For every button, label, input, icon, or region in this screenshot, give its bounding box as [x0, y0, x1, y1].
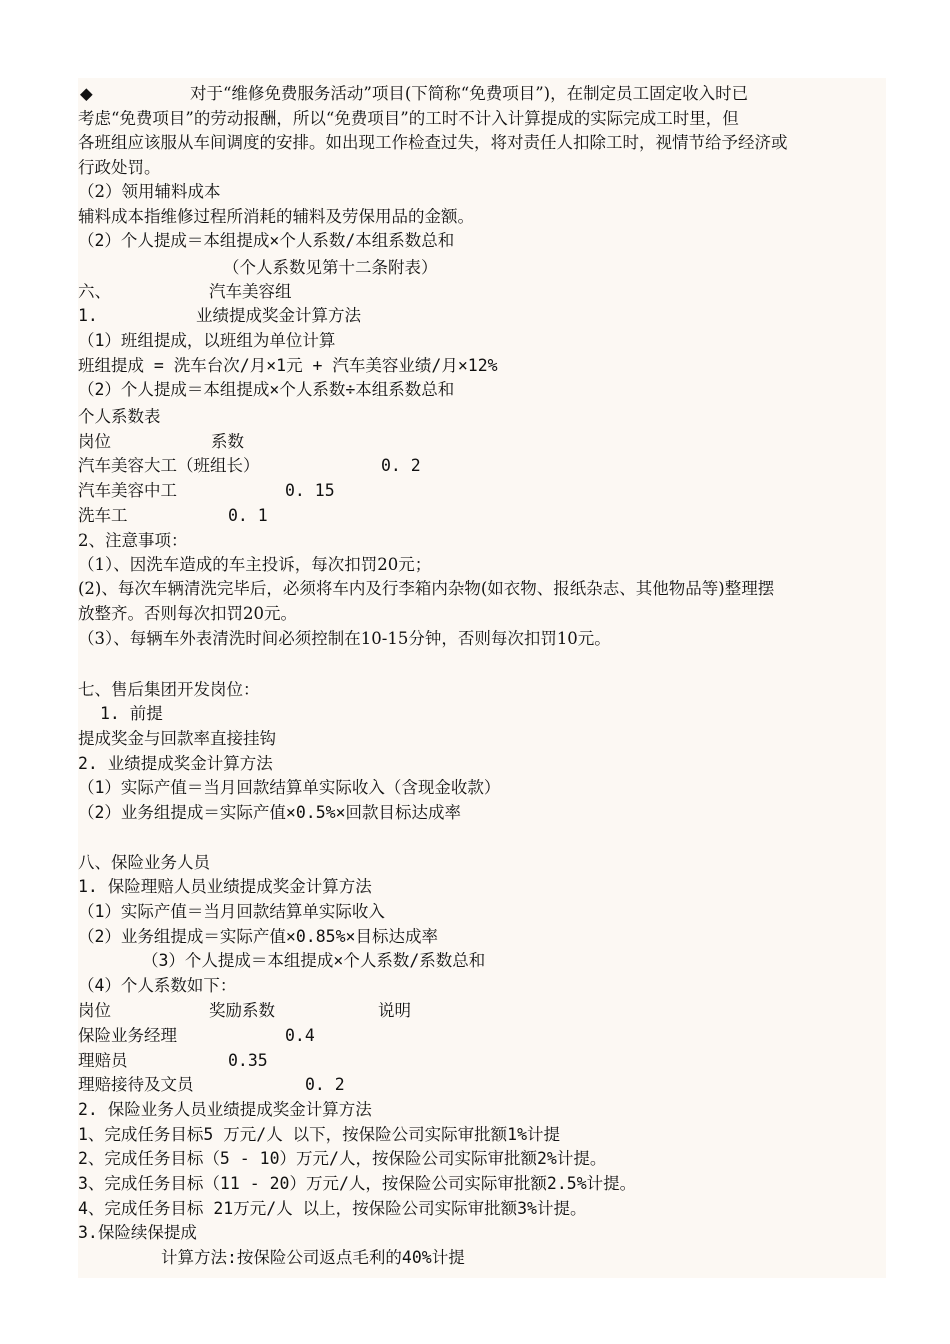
- table-header-post: 岗位: [78, 1001, 111, 1020]
- text-line: （1）实际产值＝当月回款结算单实际收入: [78, 902, 385, 921]
- table-cell-coef: 0. 1: [228, 506, 268, 525]
- text-line: （1）实际产值＝当月回款结算单实际收入（含现金收款）: [78, 778, 501, 797]
- text-line: 4、完成任务目标 21万元/人 以上，按保险公司实际审批额3%计提。: [78, 1199, 587, 1218]
- table-cell-post: 理赔员: [78, 1051, 128, 1070]
- text-line: 辅料成本指维修过程所消耗的辅料及劳保用品的金额。: [78, 207, 474, 226]
- text-line: （3）、每辆车外表清洗时间必须控制在10-15分钟，否则每次扣罚10元。: [78, 629, 611, 648]
- text-line: 1、完成任务目标5 万元/人 以下，按保险公司实际审批额1%计提: [78, 1125, 561, 1144]
- table-cell-post: 洗车工: [78, 506, 128, 525]
- formula-line: 班组提成 = 洗车台次/月×1元 + 汽车美容业绩/月×12%: [78, 356, 498, 375]
- table-cell-coef: 0. 15: [285, 481, 335, 500]
- text-line: 提成奖金与回款率直接挂钩: [78, 729, 276, 748]
- text-line: （2）个人提成＝本组提成×个人系数/本组系数总和: [78, 231, 455, 250]
- text-line: 2、注意事项：: [78, 531, 188, 550]
- table-cell-coef: 0. 2: [305, 1075, 345, 1094]
- table-header-coef: 奖励系数: [209, 1001, 275, 1020]
- item-number: 1.: [78, 306, 98, 325]
- section-heading: 七、售后集团开发岗位：: [78, 680, 260, 699]
- text-line: （4）个人系数如下：: [78, 976, 237, 995]
- text-line: （2）个人提成＝本组提成×个人系数÷本组系数总和: [78, 380, 455, 399]
- table-cell-post: 汽车美容大工（班组长）: [78, 456, 260, 475]
- text-line: （2）领用辅料成本: [78, 182, 221, 201]
- text-line: 1. 保险理赔人员业绩提成奖金计算方法: [78, 877, 372, 896]
- text-line: 3、完成任务目标（11 - 20）万元/人，按保险公司实际审批额2.5%计提。: [78, 1174, 637, 1193]
- text-line: 2. 保险业务人员业绩提成奖金计算方法: [78, 1100, 372, 1119]
- text-line: 计算方法:按保险公司返点毛利的40%计提: [161, 1248, 465, 1267]
- formula-line: （2）业务组提成＝实际产值×0.85%×目标达成率: [78, 927, 438, 946]
- table-header-coef: 系数: [211, 432, 244, 451]
- item-heading: 业绩提成奖金计算方法: [196, 306, 361, 325]
- table-cell-coef: 0.35: [228, 1051, 268, 1070]
- para-line: 放整齐。否则每次扣罚20元。: [78, 604, 297, 623]
- table-title: 个人系数表: [78, 407, 161, 426]
- text-line: 2、完成任务目标（5 - 10）万元/人，按保险公司实际审批额2%计提。: [78, 1149, 607, 1168]
- section-heading: 八、保险业务人员: [78, 853, 210, 872]
- para-line: 对于“维修免费服务活动”项目(下简称“免费项目”)，在制定员工固定收入时已: [190, 84, 749, 103]
- formula-line: （3）个人提成＝本组提成×个人系数/系数总和: [142, 951, 486, 970]
- text-line: 2. 业绩提成奖金计算方法: [78, 754, 273, 773]
- text-line: 3.保险续保提成: [78, 1223, 197, 1242]
- table-header-note: 说明: [378, 1001, 411, 1020]
- para-line: 行政处罚。: [78, 157, 161, 177]
- text-line: （1）班组提成，以班组为单位计算: [78, 331, 336, 350]
- table-cell-post: 理赔接待及文员: [78, 1075, 194, 1094]
- bullet-symbol: ◆: [80, 84, 93, 103]
- section-heading: 汽车美容组: [209, 282, 292, 301]
- para-line: 各班组应该服从车间调度的安排。如出现工作检查过失，将对责任人扣除工时，视情节给予经济或: [78, 133, 788, 152]
- formula-line: （2）业务组提成＝实际产值×0.5%×回款目标达成率: [78, 803, 462, 822]
- text-line: （1）、因洗车造成的车主投诉，每次扣罚20元；: [78, 555, 432, 574]
- table-cell-coef: 0.4: [285, 1026, 315, 1045]
- para-line: (2)、每次车辆清洗完毕后，必须将车内及行李箱内杂物(如衣物、报纸杂志、其他物品等)整理摆: [78, 579, 775, 598]
- table-header-post: 岗位: [78, 432, 111, 451]
- table-cell-post: 保险业务经理: [78, 1026, 177, 1045]
- table-cell-post: 汽车美容中工: [78, 481, 177, 500]
- para-line: 考虑“免费项目”的劳动报酬，所以“免费项目”的工时不计入计算提成的实际完成工时里，但: [78, 108, 739, 128]
- text-line: 1. 前提: [100, 704, 163, 723]
- document-page: [78, 78, 886, 1278]
- section-number: 六、: [78, 282, 111, 301]
- table-cell-coef: 0. 2: [381, 456, 421, 475]
- text-line: （个人系数见第十二条附表）: [223, 258, 438, 277]
